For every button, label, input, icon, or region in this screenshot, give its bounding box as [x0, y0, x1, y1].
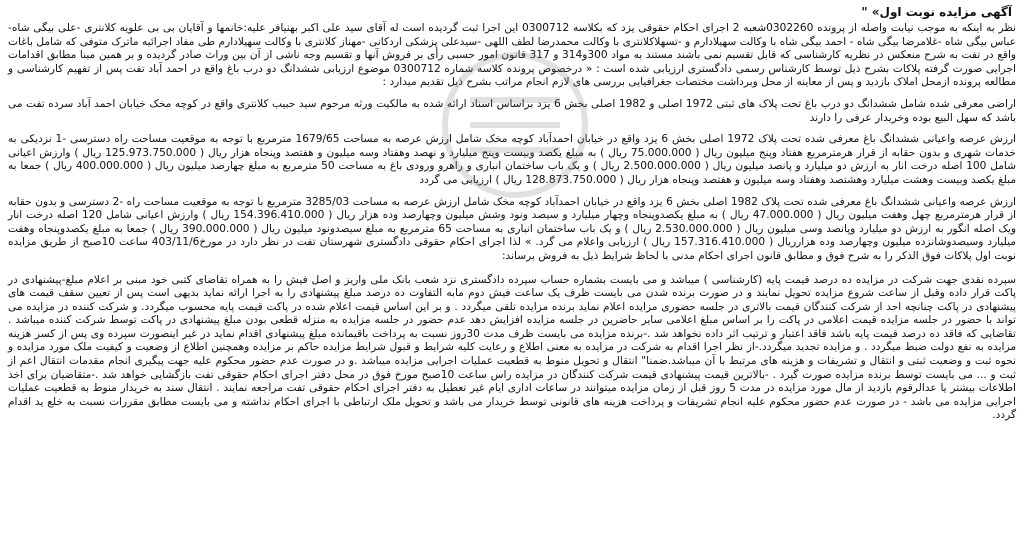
- plot-1982-valuation-paragraph: ارزش عرصه واعیانی ششدانگ باغ معرفی شده تحت پلاک 1982 اصلی بخش 6 یزد واقع در خیابان احمدآباد کوچه مخک شامل ارزش عرصه به مساحت 3285/03 مترمربع با توجه به موقعیت مساحت راه -2 دسترسی و بدون حقابه از قرار هرمترمربع چهل وهفت میلیون ریال ( 47.000.000 ریال ) به مبلغ یکصدوپنجاه وچهار میلیارد و سیصد ونود وشش میلیون وچهارصد وده هزار ریال ( 154.396.410.000 ریال ) وارزش اعیانی شامل 120 اصله درخت انار ویک اصله انگور به ارزش دو میلیارد وپانصد وسی میلیون ریال ( 2.530.000.000 ریال ) و یک باب ساختمان انباری به مساحت 65 مترمربع به مبلغ سیصدونود میلیون ریال ( 390.000.000 ریال ) جمعا به مبلغ یکصدوپنجاه وهفت میلیارد وسیصدوشانزده میلیون وچهارصد وده هزارریال ( 157.316.410.000 ریال ) ارزیابی واعلام می گرد. » لذا اجرای احکام حقوقی دادگستری شهرستان تفت در نظر دارد در مورخ403/11/6 ساعت 10صبح از طریق مزایده نوبت اول پلاکات فوق الذکر را به شرح فوق و مطابق قانون اجرای احکام مدنی با لحاظ شرایط ذیل به فروش برساند:: [8, 195, 1017, 262]
- property-description-paragraph: اراضی معرفی شده شامل ششدانگ دو درب باغ تحت پلاک های ثبتی 1972 اصلی و 1982 اصلی بخش 6 یزد براساس اسناد ارائه شده به مالکیت ورثه مرحوم سید حبیب کلانتری واقع در کوچه مخک خیابان احمد آباد سرده تفت می باشد که سهل البیع بوده وخریدار عرفی را دارند: [8, 97, 1016, 124]
- plot-1972-valuation-paragraph: ارزش عرصه واعیانی ششدانگ باغ معرفی شده تحت پلاک 1972 اصلی بخش 6 یزد واقع در خیابان احمدآباد کوچه مخک شامل ارزش عرصه به مساحت 1679/65 مترمربع با توجه به موقعیت مساحت راه دسترسی -1 نزدیکی به خدمات شهری و بدون حقابه از قرار هرمترمربع هفتاد وپنج میلیون ریال ( 75.000.000 ریال ) به مبلغ یکصد وبیست وپنج میلیارد و نهصد وهفتاد وسه میلیون و هفتصد وپنجاه هزار ریال ( 125.973.750.000 ریال ) وارزش اعیانی شامل 100 اصله درخت انار به ارزش دو میلیارد و پانصد میلیون ریال ( 2.500.000.000 ریال ) و یک باب ساختمان انباری و راهرو ورودی باغ به مساحت 50 مترمربع به مبلغ چهارصد میلیون ریال ( 400.000.000 ریال ) جمعا به مبلغ یکصد وبیست وهشت میلیارد وهشتصد وهفتاد وسه میلیون و هفتصد وپنجاه هزار ریال ( 128.873.750.000 ریال ) ارزیابی می گردد: [8, 133, 1016, 186]
- auction-conditions-paragraph: سپرده نقدی جهت شرکت در مزایده ده درصد قیمت پایه (کارشناسی ) میباشد و می بایست بشماره حساب سپرده دادگستری نزد شعب بانک ملی واریز و اصل فیش را به همراه تقاضای کتبی خود مبنی بر اعلام مبلغ-پیشنهادی در پاکت قرار داده وقبل از ساعت شروع مزایده تحویل نمایند و در صورت برنده شدن می بایست ظرف یک ساعت فیش دوم مابه التفاوت ده درصد مبلغ پیشنهادی را به اجرا ارائه نماید بدیهی است پس از تعیین سقف قیمت های پیشنهادی در پاکت چنانچه احد از شرکت کنندگان قیمت بالاتری در جلسه حضوری مزایده اعلام نماید برنده مزایده تلقی میگردد . و بر این اساس قیمت اعلام شده در پاکت قیمت پایه محسوب میگردد. و شرکت کننده در مزایده می تواند با حضور در جلسه مزایده قیمت اعلامی در پاکت را بر اساس مبلغ اعلامی سایر حاضرین در جلسه مزایده افزایش دهد عدم حضور در جلسه مزایده به منزله قطعی بودن مبلغ پیشنهادی در پاکت توسط شرکت کننده میباشد . تقاضایی که فاقد ده درصد قیمت پایه باشد فاقد اعتبار و ترتیب اثر داده نخواهد شد .-برنده مزایده می بایست ظرف مدت 30روز نسبت به پرداخت باقیمانده مبلغ پیشنهادی اقدام نماید در غیر اینصورت سپرده وی پس از کسر هزینه مزایده به نفع دولت ضبط میگردد . و مزایده تجدید میگردد.-از نظر اجرا اقدام به شرکت در مزایده به معنی اطلاع و رعایت کلیه شرایط و قبول شرایط مزایده حاکم بر مزایده وهمچنین اطلاع از وضعیت و کیفیت ملک مورد مزایده و نحوه ثبت و وضعیت ثبتی و انتقال و تشریفات و هزینه های مرتبط با آن میباشد.ضمنا" انتقال و تحویل منوط به قطعیت عملیات اجرایی مزایده میباشد .و در صورت عدم حضور محکوم علیه جهت پیگیری انجام مقدمات انتقال اعم از ثبت و ... می بایست توسط برنده مزایده صورت گیرد . -بالاترین قیمت پیشنهادی قیمت شرکت کنندگان در مزایده راس ساعت 10صبح مورخ فوق در محل دفتر اجرای احکام حقوقی تفت بازگشایی خواهد شد .-متقاضیان برای اخذ اطلاعات بیشتر یا عدالرقوم بازدید از مال مورد مزایده در مدت 5 روز قبل از زمان مزایده میتوانند در ساعات اداری ایام غیر تعطیل به دفتر اجرای احکام حقوقی تفت مراجعه نمایند . انتقال سند به خریدار منوط به قطعیت عملیات اجرایی مزایده می باشد - در صورت عدم حضور محکوم علیه انجام تشریفات و پرداخت هزینه های قانونی توسط خریدار می باشد و تحویل ملک ارتباطی با اجرای احکام نداشته و می بایست مطابق مقررات نسبت به خلع ید اقدام گردد.: [8, 273, 1016, 422]
- notice-title: آگهی مزایده نوبت اول» ": [861, 5, 1012, 19]
- intro-paragraph: نظر به اینکه به موجب نیابت واصله از پرونده 0302260شعبه 2 اجرای احکام حقوقی یزد که بکلاسه 0300712 این اجرا ثبت گردیده است له آقای سید علی اکبر بهنیافر علیه:خانمها و آقایان بی بی علویه کلانتری -علی بیگی شاه-عباس بیگی شاه -غلامرضا بیگی شاه - احمد بیگی شاه با وکالت سهیلادارم و -تسهلاکلانتری با وکالت محمدرضا لطف اللهی -سیدعلی پزشکی اردکانی -مهناز کلانتری با وکالت سهیلادارم طی مفاد اجرائیه ماترک متوفی که شامل باغات واقع در تفت به شرح منعکس در نظریه کارشناسی که قابل تقسیم نمی باشند مستند به مواد 300و314 و 317 قانون امور حسبی رأی بر فروش آنها و تقسیم وجه ناشی از آن بین وراث صادر گردیده و بر همین مبنا مطابق اقدامات اجرایی صورت گرفته پلاکات بشرح ذیل توسط کارشناس رسمی دادگستری ارزیابی شده است : « درخصوص پرونده کلاسه شماره 0300712 موضوع ارزیابی ششدانگ دو درب باغ واقع در احمد آباد تفت پس از تفهیم کارشناسی و مطالعه پرونده ازمحل املاک بازدید و پس از معاینه از محل وبرداشت مختصات جغرافیایی بررسی های لازم انجام مراتب بشرح ذیل تقدیم میدارد :: [8, 22, 1016, 89]
